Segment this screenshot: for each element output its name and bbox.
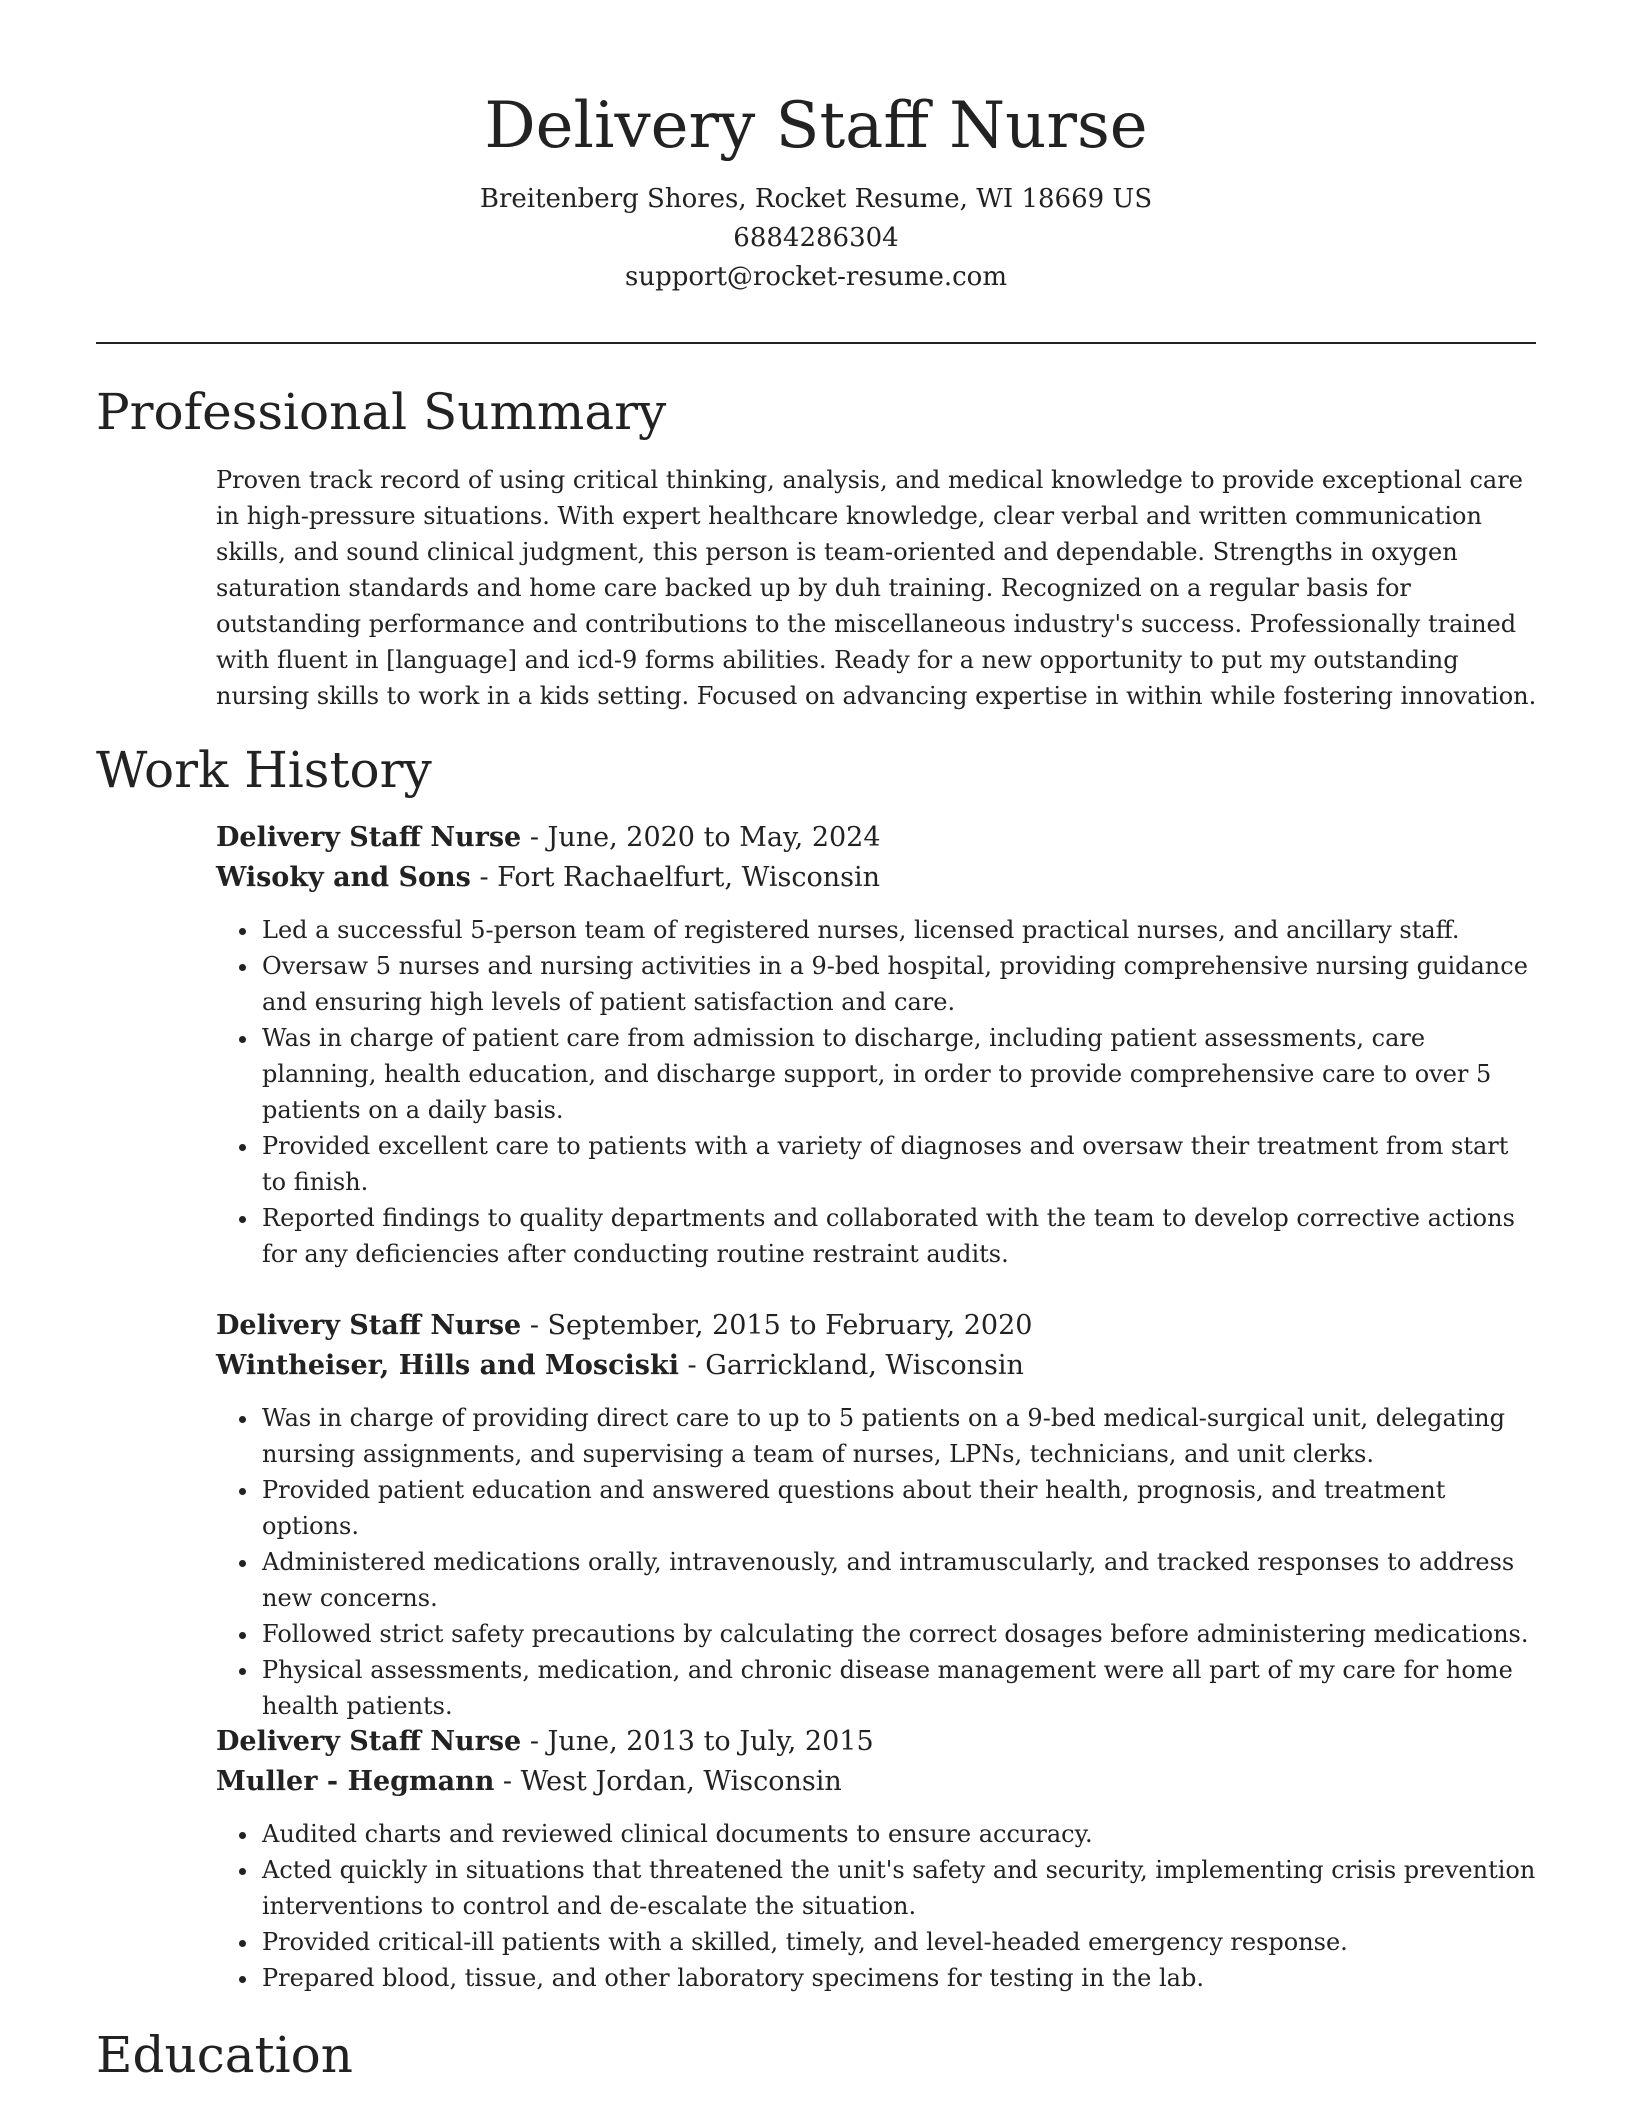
- job-company-line: [216, 1762, 1538, 1802]
- contact-phone: 6884286304: [733, 223, 899, 253]
- job-duty: • Provided excellent care to patients with a variety of diagnoses and oversaw their treatment from start to finish.: [260, 1128, 1538, 1200]
- job-duty: • Acted quickly in situations that threatened the unit's safety and security, implementing crisis prevention interventions to control and de-escalate the situation.: [260, 1852, 1538, 1924]
- resume-header: [96, 84, 1536, 297]
- job-duty: • Followed strict safety precautions by calculating the correct dosages before administering medications.: [260, 1616, 1538, 1652]
- education-heading: Education: [96, 2026, 353, 2084]
- job-company: Muller - Hegmann: [216, 1766, 495, 1797]
- contact-address: Breitenberg Shores, Rocket Resume, WI 18669 US: [479, 184, 1153, 214]
- summary-text: Proven track record of using critical thinking, analysis, and medical knowledge to provide exceptional care in high-pressure situations. With expert healthcare knowledge, clear verbal and written communication skills, and sound clinical judgment, this person is team-oriented and dependable. Strengths in oxygen saturation standards and home care backed up by duh training. Recognized on a regular basis for outstanding performance and contributions to the miscellaneous industry's success. Professionally trained with fluent in [language] and icd-9 forms abilities. Ready for a new opportunity to put my outstanding nursing skills to work in a kids setting. Focused on advancing expertise in within while fostering innovation.: [216, 466, 1537, 710]
- job-company: Wisoky and Sons: [216, 862, 471, 893]
- job-duty: • Was in charge of patient care from admission to discharge, including patient assessments, care planning, health education, and discharge support, in order to provide comprehensive care to over 5 patients on a daily basis.: [260, 1020, 1538, 1128]
- job-entry: [216, 818, 1538, 1272]
- job-role: Delivery Staff Nurse: [216, 822, 522, 853]
- work-history-heading: Work History: [96, 741, 432, 799]
- job-company: Wintheiser, Hills and Mosciski: [216, 1350, 679, 1381]
- job-duty: • Was in charge of providing direct care to up to 5 patients on a 9-bed medical-surgical unit, delegating nursing assignments, and supervising a team of nurses, LPNs, technicians, and unit clerks.: [260, 1400, 1538, 1472]
- job-duty: • Provided critical-ill patients with a skilled, timely, and level-headed emergency response.: [260, 1924, 1538, 1960]
- job-duty: • Provided patient education and answered questions about their health, prognosis, and treatment options.: [260, 1472, 1538, 1544]
- job-location: - Fort Rachaelfurt, Wisconsin: [470, 862, 880, 893]
- job-role: Delivery Staff Nurse: [216, 1726, 522, 1757]
- job-role: Delivery Staff Nurse: [216, 1310, 522, 1341]
- job-title-line: [216, 818, 1538, 858]
- summary-heading: Professional Summary: [96, 383, 667, 441]
- job-duty: • Oversaw 5 nurses and nursing activities in a 9-bed hospital, providing comprehensive nursing guidance and ensuring high levels of patient satisfaction and care.: [260, 948, 1538, 1020]
- job-duty: • Audited charts and reviewed clinical documents to ensure accuracy.: [260, 1816, 1538, 1852]
- job-duties-list: [216, 1816, 1538, 1996]
- job-duties-list: [216, 912, 1538, 1272]
- job-location: - Garrickland, Wisconsin: [678, 1350, 1024, 1381]
- job-entry: [216, 1306, 1538, 1724]
- job-dates: - June, 2013 to July, 2015: [521, 1726, 874, 1757]
- job-location: - West Jordan, Wisconsin: [494, 1766, 842, 1797]
- contact-email[interactable]: support@rocket-resume.com: [624, 262, 1007, 292]
- job-title-line: [216, 1306, 1538, 1346]
- job-duty: • Physical assessments, medication, and chronic disease management were all part of my care for home health patients.: [260, 1652, 1538, 1724]
- job-company-line: [216, 1346, 1538, 1386]
- job-duty: • Reported findings to quality departments and collaborated with the team to develop corrective actions for any deficiencies after conducting routine restraint audits.: [260, 1200, 1538, 1272]
- job-dates: - September, 2015 to February, 2020: [521, 1310, 1033, 1341]
- job-duty: • Administered medications orally, intravenously, and intramuscularly, and tracked responses to address new concerns.: [260, 1544, 1538, 1616]
- candidate-name: Delivery Staff Nurse: [484, 89, 1148, 163]
- job-title-line: [216, 1722, 1538, 1762]
- job-duty: • Led a successful 5-person team of registered nurses, licensed practical nurses, and ancillary staff.: [260, 912, 1538, 948]
- job-duties-list: [216, 1400, 1538, 1724]
- summary-section: [216, 462, 1538, 714]
- header-divider: [96, 342, 1536, 344]
- job-dates: - June, 2020 to May, 2024: [521, 822, 881, 853]
- job-entry: [216, 1722, 1538, 1996]
- job-duty: • Prepared blood, tissue, and other laboratory specimens for testing in the lab.: [260, 1960, 1538, 1996]
- job-company-line: [216, 858, 1538, 898]
